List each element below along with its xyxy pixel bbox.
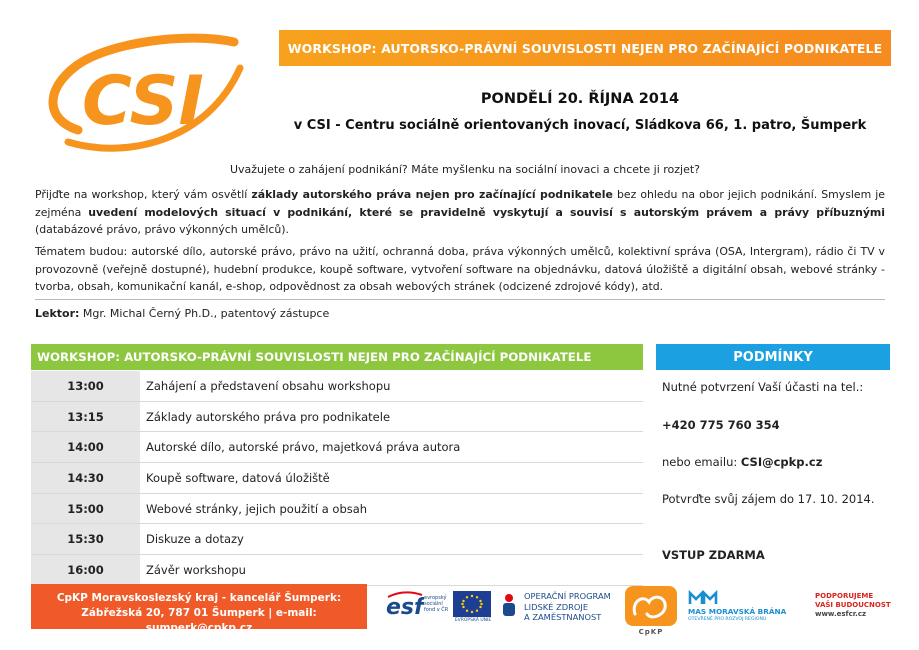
office-contact [31, 584, 367, 634]
event-place: v CSI - Centru sociálně orientovaných inovací, Sládkova 66, 1. patro, Šumperk [293, 118, 867, 133]
office-line-1: CpKP Moravskoslezský kraj - kancelář Šumperk: [56, 592, 342, 604]
email-line [662, 453, 892, 471]
cpkp-logo-icon [621, 584, 681, 632]
op-lzz-logo [500, 589, 618, 625]
table-row [31, 494, 643, 525]
table-row [31, 371, 643, 402]
table-row [31, 463, 643, 494]
op-person-icon [500, 593, 518, 617]
lecturer-label: Lektor: [35, 307, 80, 320]
banner-title: WORKSHOP: AUTORSKO-PRÁVNÍ SOUVISLOSTI NEJEN PRO ZAČÍNAJÍCÍ PODNIKATELE [287, 40, 883, 56]
op-line-3: A ZAMĚSTNANOST [524, 612, 602, 622]
schedule-title: WORKSHOP: AUTORSKO-PRÁVNÍ SOUVISLOSTI NEJEN PRO ZAČÍNAJÍCÍ PODNIKATELE [37, 350, 592, 364]
paragraph-description [35, 186, 885, 239]
row-topic: Diskuze a dotazy [146, 532, 244, 547]
p1-part-c: bez ohledu na obor jejich podnikání. Smyslem je zejména [35, 188, 886, 219]
esf-logo [384, 589, 494, 621]
row-topic: Autorské dílo, autorské právo, majetková práva autora [146, 440, 461, 455]
support-line-1: PODPORUJEME [815, 592, 874, 600]
op-line-1: OPERAČNÍ PROGRAM [524, 591, 611, 601]
support-line-2: VAŠI BUDOUCNOST [815, 601, 891, 609]
op-text [524, 591, 611, 623]
mas-mark-icon [688, 589, 718, 605]
conditions-title: PODMÍNKY [733, 349, 813, 365]
mas-logo [688, 589, 808, 625]
p1-part-d: uvedení modelových situací v podnikání, které se pravidelně vyskytují a souvisí s autorským právem a právy příbuznými [88, 205, 885, 219]
mas-subtitle: OTEVŘENÉ PRO ROZVOJ REGIONU [688, 617, 767, 622]
eu-flag-icon [453, 591, 491, 617]
divider [35, 299, 885, 300]
row-topic: Zahájení a představení obsahu workshopu [146, 378, 391, 393]
table-row [31, 402, 643, 433]
table-row [31, 524, 643, 555]
schedule-header [31, 344, 643, 370]
table-row [31, 555, 643, 586]
op-line-2: LIDSKÉ ZDROJE [524, 601, 589, 612]
row-topic: Koupě software, datová úložiště [146, 470, 330, 485]
svg-text:CSI: CSI [82, 62, 204, 141]
row-topic: Závěr workshopu [146, 562, 246, 577]
event-date: PONDĚLÍ 20. ŘÍJNA 2014 [480, 91, 680, 107]
table-row [31, 432, 643, 463]
esf-caption: evropský sociální fond v ČR [424, 595, 449, 613]
row-time: 13:15 [31, 402, 140, 432]
row-time: 14:00 [31, 432, 140, 462]
lecturer-line [35, 307, 329, 320]
row-time: 15:30 [31, 524, 140, 554]
p1-part-b: základy autorského práva nejen pro začínající podnikatele [251, 188, 613, 201]
paragraph-topics: Tématem budou: autorské dílo, autorské právo, právo na užití, ochranná doba, práva výkonných umělců, kolektivní správa (OSA, Intergram), rádio či TV v provozovně (veřejně dostupné), hudební produkce, koupě software, vytvoření software na objednávku, datová úložiště a digitální obsah, webové stránky - tvorba, obsah, komunikační kanál, e-shop, odpovědnost za obsah webových stránek (odcizené zdrojové kódy), atd. [35, 245, 885, 293]
email-address: CSI@cpkp.cz [740, 455, 823, 469]
conditions-header [656, 344, 890, 370]
mas-title: MAS MORAVSKÁ BRÁNA [688, 607, 787, 616]
row-topic: Webové stránky, jejich použití a obsah [146, 501, 368, 516]
row-time: 13:00 [31, 371, 140, 401]
esf-mark-icon [384, 589, 424, 621]
eu-caption: EVROPSKÁ UNIE [454, 618, 492, 623]
support-url: www.esfcr.cz [815, 610, 867, 618]
svg-text:esf: esf [386, 595, 424, 620]
p1-part-a: Přijďte na workshop, který vám osvětlí [35, 188, 252, 201]
support-slogan [815, 592, 891, 619]
row-time: 14:30 [31, 463, 140, 493]
email-prefix: nebo emailu: [662, 455, 741, 469]
office-line-2: Zábřežská 20, 787 01 Šumperk | e-mail: sumperk@cpkp.cz [81, 607, 317, 634]
row-time: 16:00 [31, 555, 140, 585]
lecturer-value: Mgr. Michal Černý Ph.D., patentový zástupce [79, 307, 330, 320]
deadline-text: Potvrďte svůj zájem do 17. 10. 2014. [662, 492, 875, 506]
p1-part-e: (databázové právo, právo výkonných umělců). [35, 223, 289, 236]
cpkp-caption: CpKP [638, 628, 664, 636]
workshop-banner [279, 30, 891, 66]
confirm-text: Nutné potvrzení Vaší účasti na tel.: [662, 380, 864, 394]
row-time: 15:00 [31, 494, 140, 524]
free-entry: VSTUP ZDARMA [662, 548, 765, 562]
csi-logo [38, 28, 250, 158]
phone-number: +420 775 760 354 [662, 418, 780, 432]
intro-text: Uvažujete o zahájení podnikání? Máte myšlenku na sociální inovaci a chcete ji rozjet? [229, 163, 701, 176]
schedule-table [31, 371, 643, 586]
row-topic: Základy autorského práva pro podnikatele [146, 409, 391, 424]
